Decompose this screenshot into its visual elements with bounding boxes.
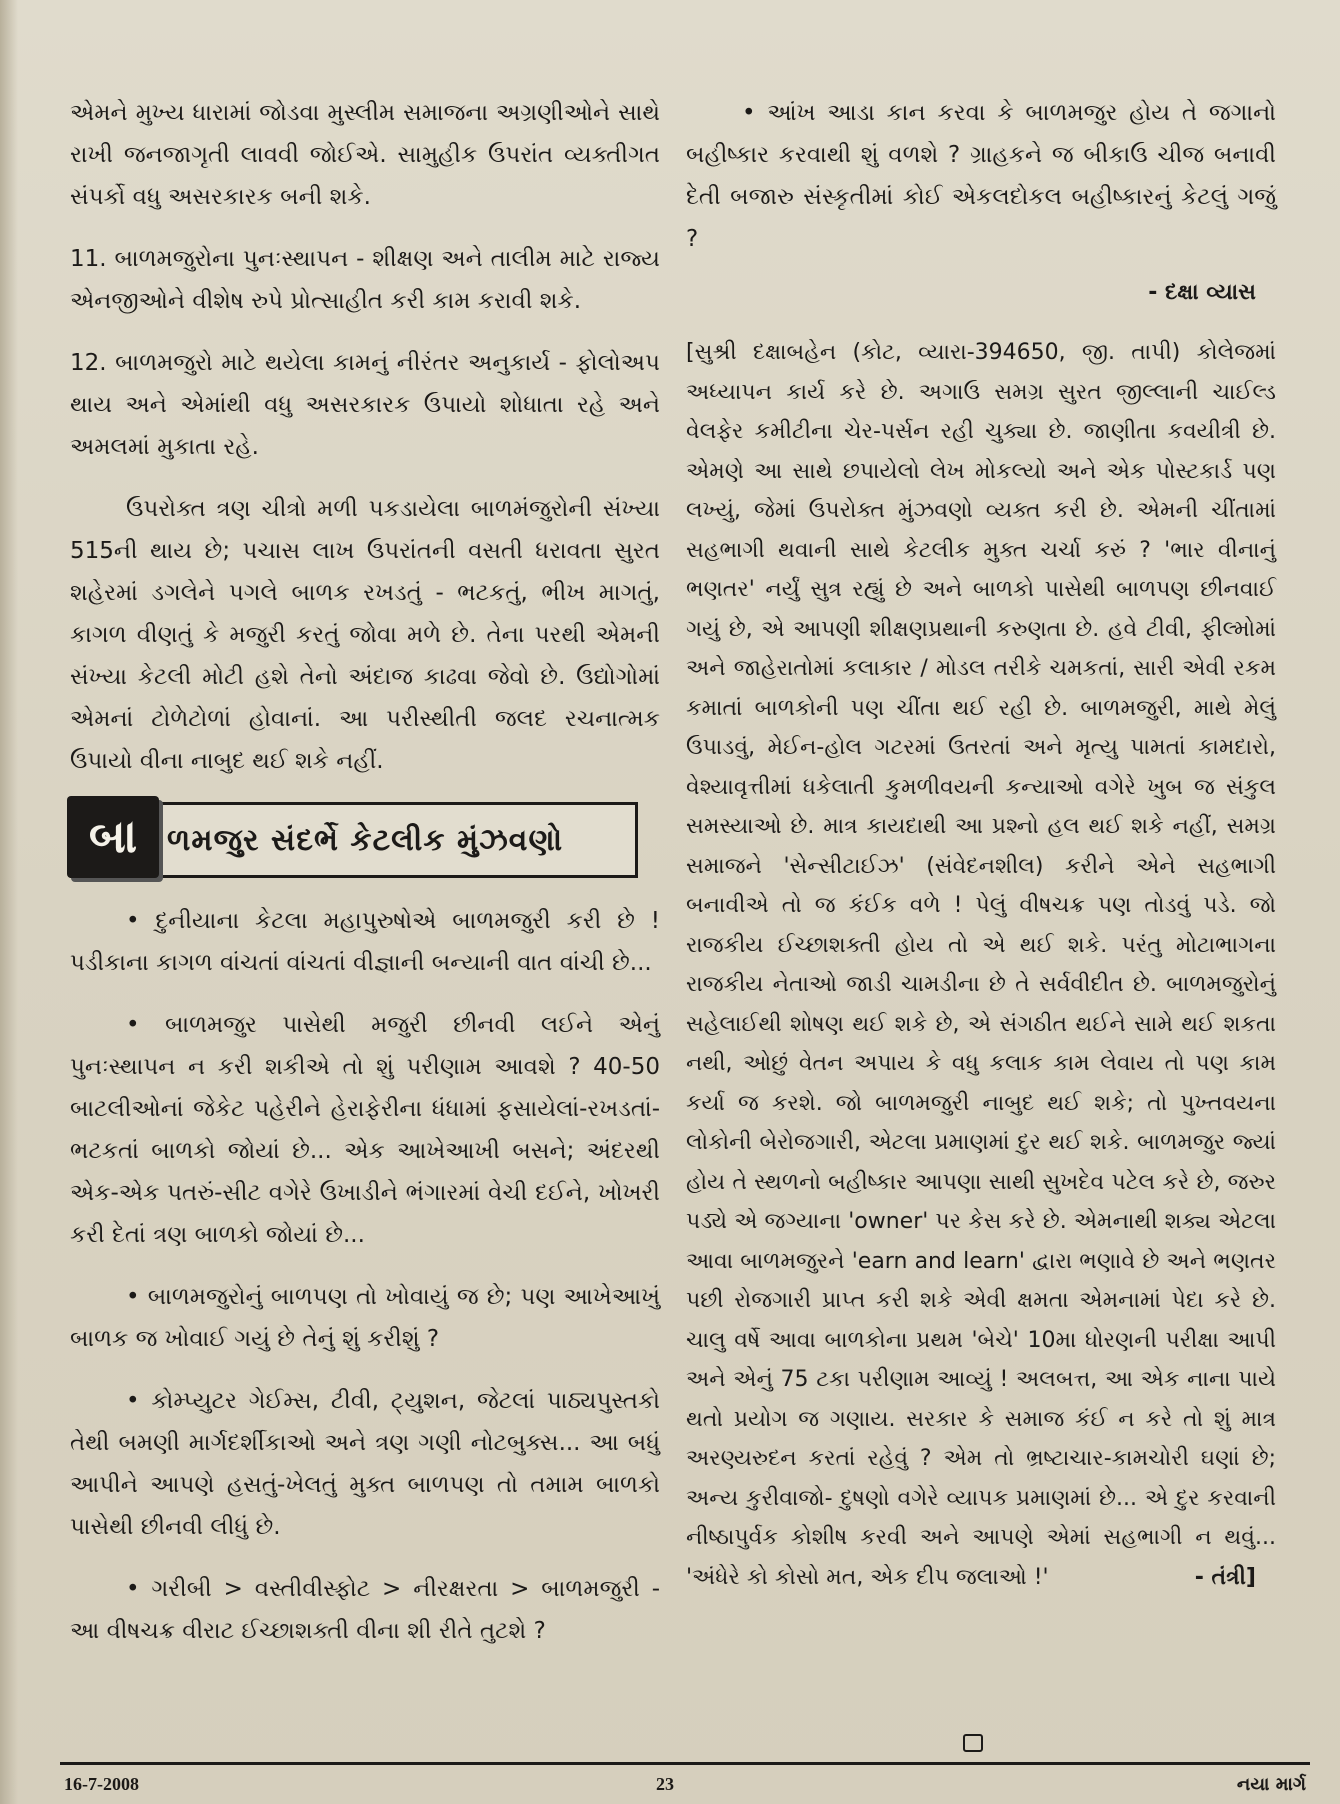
heading-text: ળમજુર સંદર્ભે કેટલીક મુંઝવણો: [167, 822, 564, 858]
magazine-title: નયા માર્ગ: [1236, 1774, 1306, 1795]
bullet-great-men: • દુનીયાના કેટલા મહાપુરુષોએ બાળમજુરી કરી છે ! પડીકાના કાગળ વાંચતાં વાંચતાં વીજ્ઞાની બન્યાની વાત વાંચી છે...: [70, 908, 660, 976]
bullet-lost-childhood: • બાળમજુરોનું બાળપણ તો ખોવાયું જ છે; પણ આખેઆખું બાળક જ ખોવાઈ ગયું છે તેનું શું કરીશું ?: [70, 1284, 660, 1352]
bullet-rehabilitation: • બાળમજુર પાસેથી મજુરી છીનવી લઈને એનું પુનઃસ્થાપન ન કરી શકીએ તો શું પરીણામ આવશે ? 40-50 બાટલીઓનાં જેકેટ પહેરીને હેરાફેરીના ધંધામાં ફસાયેલાં-રખડતાં-ભટકતાં બાળકો જોયાં છે... એક આખેઆખી બસને; અંદરથી એક-એક પતરું-સીટ વગેરે ઉખાડીને ભંગારમાં વેચી દઈને, ખોખરી કરી દેતાં ત્રણ બાળકો જોયાં છે...: [70, 1012, 660, 1248]
issue-date: 16-7-2008: [64, 1774, 139, 1794]
heading-drop-cap: બા: [67, 796, 159, 878]
left-column: [70, 92, 660, 1672]
footer-rule: [60, 1762, 1310, 1765]
page-number: 23: [656, 1774, 674, 1794]
end-of-article-mark: [963, 1734, 983, 1752]
page-footer: [60, 1774, 1310, 1798]
paragraph-summary: ઉપરોક્ત ત્રણ ચીત્રો મળી પકડાયેલા બાળમંજુરોની સંખ્યા 515ની થાય છે; પચાસ લાખ ઉપરાંતની વસતી ધરાવતા સુરત શહેરમાં ડગલેને પગલે બાળક રખડતું - ભટકતું, ભીખ માગતું, કાગળ વીણતું કે મજુરી કરતું જોવા મળે છે. તેના પરથી એમની સંખ્યા કેટલી મોટી હશે તેનો અંદાજ કાઢવા જેવો છે. ઉદ્યોગોમાં એમનાં ટોળેટોળાં હોવાનાં. આ પરીસ્થીતી જલદ રચનાત્મક ઉપાયો વીના નાબુદ થઈ શકે નહીં.: [70, 496, 660, 774]
paragraph-point-12: 12. બાળમજુરો માટે થયેલા કામનું નીરંતર અનુકાર્ય - ફોલોઅપ થાય અને એમાંથી વધુ અસરકારક ઉપાયો શોધાતા રહે અને અમલમાં મુકાતા રહે.: [70, 350, 660, 460]
right-column: [686, 92, 1276, 1618]
bullet-vicious-cycle: • ગરીબી > વસ્તીવીસ્ફોટ > નીરક્ષરતા > બાળમજુરી - આ વીષચક્ર વીરાટ ઈચ્છાશક્તી વીના શી રીતે તુટશે ?: [70, 1576, 660, 1644]
bullet-boycott: • આંખ આડા કાન કરવા કે બાળમજુર હોય તે જગાનો બહીષ્કાર કરવાથી શું વળશે ? ગ્રાહકને જ બીકાઉ ચીજ બનાવી દેતી બજારુ સંસ્કૃતીમાં કોઈ એકલદોકલ બહીષ્કારનું કેટલું ગજું ?: [686, 100, 1276, 252]
page-edge-shadow: [0, 0, 18, 1804]
section-heading: [70, 802, 638, 878]
bullet-modern-childhood: • કોમ્પ્યુટર ગેઈમ્સ, ટીવી, ટ્યુશન, જેટલાં પાઠ્યપુસ્તકો તેથી બમણી માર્ગદર્શીકાઓ અને ત્રણ ગણી નોટબુક્સ... આ બધું આપીને આપણે હસતું-ખેલતું મુક્ત બાળપણ તો તમામ બાળકો પાસેથી છીનવી લીધું છે.: [70, 1388, 660, 1540]
author-signature: - દક્ષા વ્યાસ: [1148, 280, 1256, 305]
paragraph-intro: એમને મુખ્ય ધારામાં જોડવા મુસ્લીમ સમાજના અગ્રણીઓને સાથે રાખી જનજાગૃતી લાવવી જોઈએ. સામુહીક ઉપરાંત વ્યક્તીગત સંપર્કો વધુ અસરકારક બની શકે.: [70, 100, 660, 210]
paragraph-point-11: 11. બાળમજુરોના પુનઃસ્થાપન - શીક્ષણ અને તાલીમ માટે રાજ્ય એનજીઓને વીશેષ રુપે પ્રોત્સાહીત કરી કામ કરાવી શકે.: [70, 246, 660, 314]
editor-note: [સુશ્રી દક્ષાબહેન (કોટ, વ્યારા-394650, જી. તાપી) કોલેજમાં અધ્યાપન કાર્ય કરે છે. અગાઉ સમગ્ર સુરત જીલ્લાની ચાઈલ્ડ વેલફેર કમીટીના ચેર-પર્સન રહી ચુક્યા છે. જાણીતા કવયીત્રી છે. એમણે આ સાથે છપાયેલો લેખ મોકલ્યો અને એક પોસ્ટકાર્ડ પણ લખ્યું, જેમાં ઉપરોક્ત મુંઝવણો વ્યક્ત કરી છે. એમની ચીંતામાં સહભાગી થવાની સાથે કેટલીક મુક્ત ચર્ચા કરું ? 'ભાર વીનાનું ભણતર' નર્યું સુત્ર રહ્યું છે અને બાળકો પાસેથી બાળપણ છીનવાઈ ગયું છે, એ આપણી શીક્ષણપ્રથાની કરુણતા છે. હવે ટીવી, ફીલ્મોમાં અને જાહેરાતોમાં કલાકાર / મોડલ તરીકે ચમકતાં, સારી એવી રકમ કમાતાં બાળકોની પણ ચીંતા થઈ રહી છે. બાળમજુરી, માથે મેલું ઉપાડવું, મેઈન-હોલ ગટરમાં ઉતરતાં અને મૃત્યુ પામતાં કામદારો, વેશ્યાવૃત્તીમાં ધકેલાતી કુમળીવયની કન્યાઓ વગેરે ખુબ જ સંકુલ સમસ્યાઓ છે. માત્ર કાયદાથી આ પ્રશ્નો હલ થઈ શકે નહીં, સમગ્ર સમાજને 'સેન્સીટાઈઝ' (સંવેદનશીલ) કરીને એને સહભાગી બનાવીએ તો જ કંઈક વળે ! પેલું વીષચક્ર પણ તોડવું પડે. જો રાજકીય ઈચ્છાશક્તી હોય તો એ થઈ શકે. પરંતુ મોટાભાગના રાજકીય નેતાઓ જાડી ચામડીના છે તે સર્વવીદીત છે. બાળમજુરોનું સહેલાઈથી શોષણ થઈ શકે છે, એ સંગઠીત થઈને સામે થઈ શકતા નથી, ઓછું વેતન અપાય કે વધુ કલાક કામ લેવાય તો પણ કામ કર્યા જ કરશે. જો બાળમજુરી નાબુદ થઈ શકે; તો પુખ્તવયના લોકોની બેરોજગારી, એટલા પ્રમાણમાં દુર થઈ શકે. બાળમજુર જ્યાં હોય તે સ્થળનો બહીષ્કાર આપણા સાથી સુખદેવ પટેલ કરે છે, જરુર પડ્યે એ જગ્યાના 'owner' પર કેસ કરે છે. એમનાથી શક્ય એટલા આવા બાળમજુરને 'earn and learn' દ્વારા ભણાવે છે અને ભણતર પછી રોજગારી પ્રાપ્ત કરી શકે એવી ક્ષમતા એમનામાં પેદા કરે છે. ચાલુ વર્ષે આવા બાળકોના પ્રથમ 'બેચે' 10મા ધોરણની પરીક્ષા આપી અને એનું 75 ટકા પરીણામ આવ્યું ! અલબત્ત, આ એક નાના પાયે થતો પ્રયોગ જ ગણાય. સરકાર કે સમાજ કંઈ ન કરે તો શું માત્ર અરણ્યરુદન કરતાં રહેવું ? એમ તો ભ્રષ્ટાચાર-કામચોરી ઘણાં છે; અન્ય કુરીવાજો- દુષણો વગેરે વ્યાપક પ્રમાણમાં છે... એ દુર કરવાની નીષ્ઠાપુર્વક કોશીષ કરવી અને આપણે એમાં સહભાગી ન થવું... 'અંધેરે કો કોસો મત, એક દીપ જલાઓ !': [686, 340, 1276, 1590]
editor-signature: - તંત્રી]: [1194, 1565, 1256, 1590]
